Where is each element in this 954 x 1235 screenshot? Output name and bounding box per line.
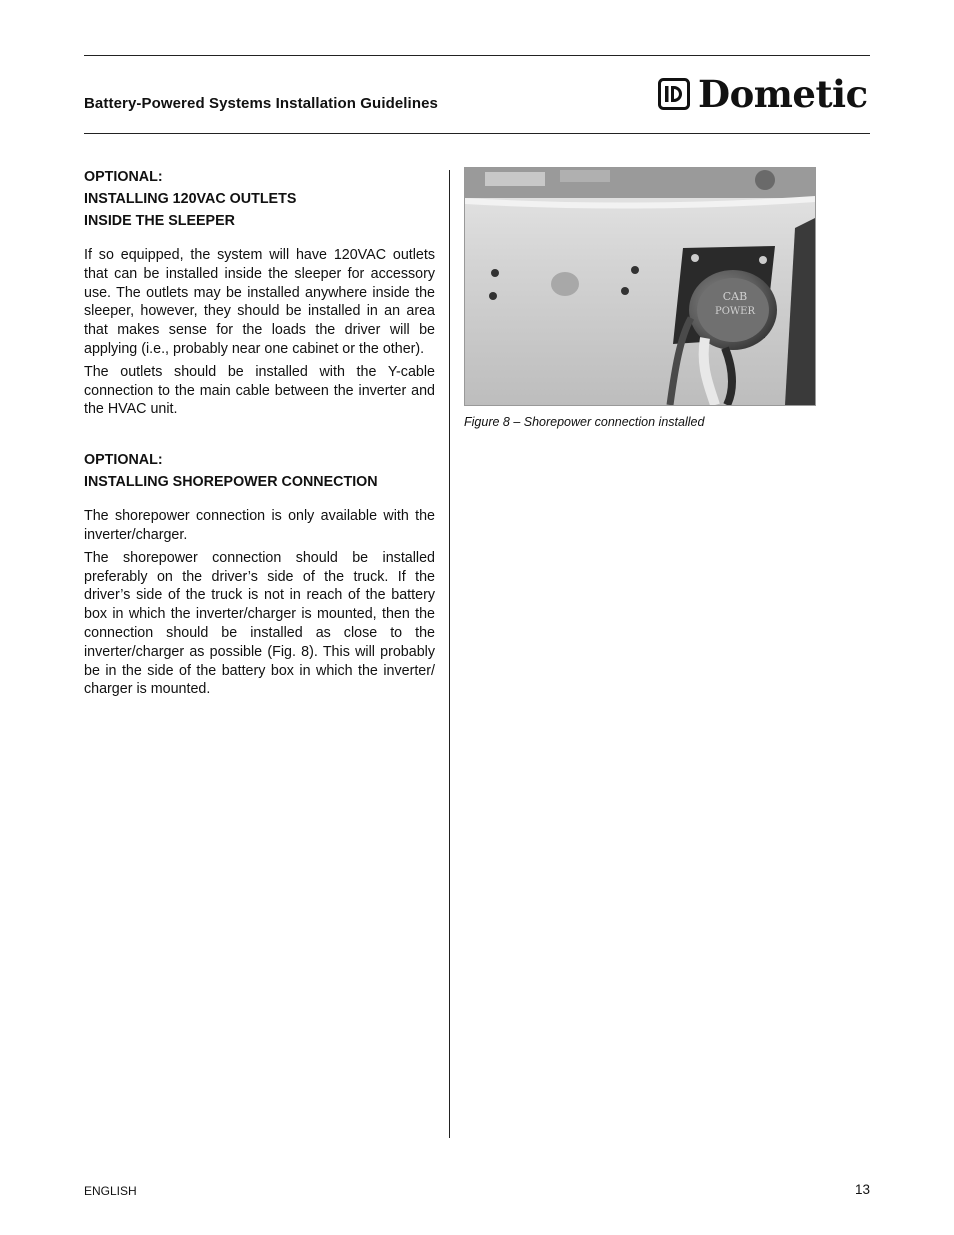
paragraph: The outlets should be installed with the Y-cable connection to the main cable between the inverter and the HVAC unit.	[84, 363, 435, 418]
main-text-column	[84, 166, 435, 699]
brand-wordmark: Dometic	[698, 72, 868, 116]
heading-line: INSTALLING SHOREPOWER CONNECTION	[84, 474, 378, 491]
footer-language: ENGLISH	[84, 1184, 137, 1198]
column-divider	[449, 170, 450, 1138]
dometic-emblem-icon	[658, 78, 690, 110]
section-heading-shorepower	[84, 449, 435, 493]
header-bottom-rule	[84, 133, 870, 134]
shorepower-photo	[464, 167, 816, 406]
paragraph: The shorepower connection is only available with the inverter/charger.	[84, 508, 435, 543]
paragraph: The shorepower connection should be installed preferably on the driver’s side of the truck. If the driver’s side of the truck is not in reach of the battery box in which the inverter/charger is mounted, then the connection should be installed as close to the inverter/charger as possible (Fig. 8). This will probably be in the side of the battery box in which the inverter/ charger is mounted.	[84, 549, 435, 698]
brand-logo	[658, 74, 868, 114]
header-top-rule	[84, 55, 870, 56]
heading-line: OPTIONAL:	[84, 452, 163, 469]
document-title: Battery-Powered Systems Installation Guidelines	[84, 95, 438, 112]
heading-line: OPTIONAL:	[84, 169, 163, 185]
heading-line: INSIDE THE SLEEPER	[84, 213, 235, 229]
plug-label-line2: POWER	[714, 306, 756, 317]
paragraph: If so equipped, the system will have 120VAC outlets that can be installed inside the sleeper for accessory use. The outlets may be installed anywhere inside the sleeper, however, they should be installed in an area that makes sense for the loads the driver will be applying (i.e., probably near one cabinet or the other).	[84, 247, 435, 357]
plug-label-line1: CAB	[722, 290, 748, 303]
heading-line: INSTALLING 120VAC OUTLETS	[84, 191, 297, 207]
page-number: 13	[854, 1182, 870, 1197]
section-heading-outlets	[84, 166, 435, 232]
figure-caption: Figure 8 – Shorepower connection installed	[464, 415, 705, 429]
